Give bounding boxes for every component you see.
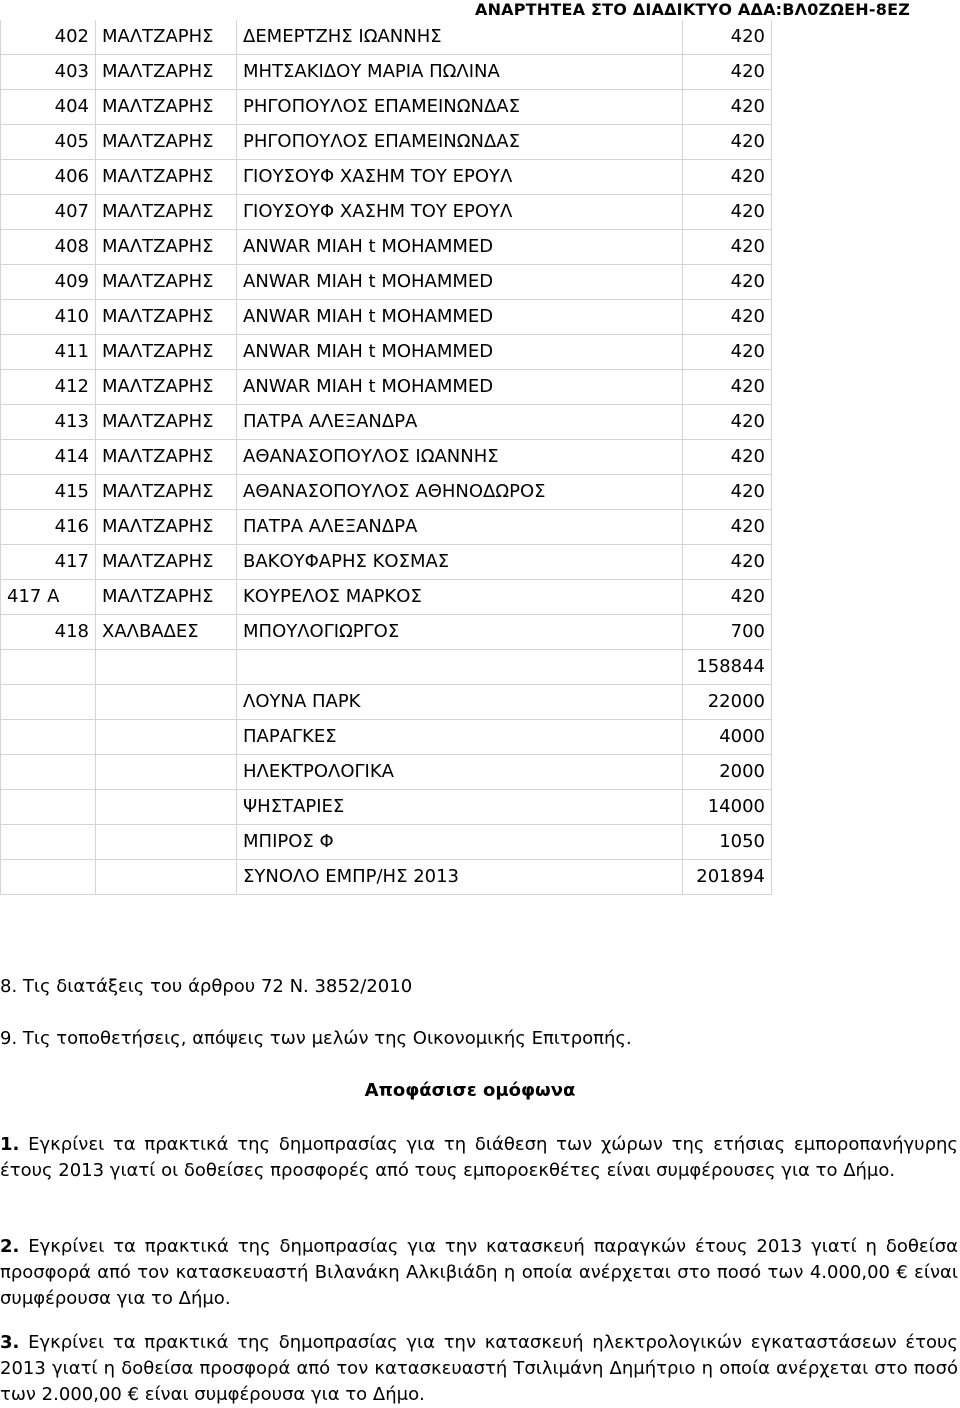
row-name-cell: ΒΑΚΟΥΦΑΡΗΣ ΚΟΣΜΑΣ (237, 545, 683, 580)
paragraph-number: 3. (0, 1332, 20, 1353)
page-header: ΑΝΑΡΤΗΤΕΑ ΣΤΟ ΔΙΑΔΙΚΤΥΟ ΑΔΑ:ΒΛ0ΖΩΕΗ-8ΕΖ (474, 0, 910, 19)
row-name-cell: ANWAR MIAH t MOHAMMED (237, 230, 683, 265)
row-name-cell: ΠΑΡΑΓΚΕΣ (237, 720, 683, 755)
row-amount-cell: 14000 (683, 790, 772, 825)
paragraph-2 (0, 1234, 958, 1312)
decision-heading: Αποφάσισε ομόφωνα (364, 1080, 576, 1101)
row-name-cell: ΛΟΥΝΑ ΠΑΡΚ (237, 685, 683, 720)
row-group-cell: ΜΑΛΤΖΑΡΗΣ (96, 580, 237, 615)
row-name-cell: ΜΗΤΣΑΚΙΔΟΥ ΜΑΡΙΑ ΠΩΛΙΝΑ (237, 55, 683, 90)
row-group-cell: ΜΑΛΤΖΑΡΗΣ (96, 195, 237, 230)
row-group-cell (96, 790, 237, 825)
paragraph-number: 1. (0, 1134, 20, 1155)
row-number-cell (1, 790, 96, 825)
row-amount-cell: 420 (683, 545, 772, 580)
row-name-cell: ΓΙΟΥΣΟΥΦ ΧΑΣΗΜ ΤΟΥ ΕΡΟΥΛ (237, 160, 683, 195)
row-name-cell: ANWAR MIAH t MOHAMMED (237, 300, 683, 335)
row-amount-cell: 420 (683, 90, 772, 125)
table-row (1, 685, 772, 720)
table-row (1, 510, 772, 545)
row-amount-cell: 700 (683, 615, 772, 650)
paragraph-1 (0, 1132, 958, 1184)
row-number-cell: 406 (1, 160, 96, 195)
row-number-cell: 407 (1, 195, 96, 230)
row-group-cell: ΜΑΛΤΖΑΡΗΣ (96, 405, 237, 440)
row-amount-cell: 420 (683, 265, 772, 300)
row-group-cell: ΜΑΛΤΖΑΡΗΣ (96, 265, 237, 300)
row-group-cell: ΜΑΛΤΖΑΡΗΣ (96, 125, 237, 160)
table-row (1, 720, 772, 755)
row-number-cell: 409 (1, 265, 96, 300)
row-number-cell (1, 755, 96, 790)
row-amount-cell: 22000 (683, 685, 772, 720)
row-group-cell: ΜΑΛΤΖΑΡΗΣ (96, 55, 237, 90)
table-row (1, 90, 772, 125)
table-row (1, 195, 772, 230)
row-number-cell (1, 860, 96, 895)
row-number-cell: 418 (1, 615, 96, 650)
paragraph-number: 2. (0, 1236, 20, 1257)
row-number-cell: 412 (1, 370, 96, 405)
row-group-cell: ΜΑΛΤΖΑΡΗΣ (96, 335, 237, 370)
row-name-cell: ΨΗΣΤΑΡΙΕΣ (237, 790, 683, 825)
table-row (1, 125, 772, 160)
row-group-cell: ΜΑΛΤΖΑΡΗΣ (96, 510, 237, 545)
table-row (1, 790, 772, 825)
row-number-cell: 413 (1, 405, 96, 440)
row-name-cell: ΠΑΤΡΑ ΑΛΕΞΑΝΔΡΑ (237, 510, 683, 545)
row-group-cell: ΜΑΛΤΖΑΡΗΣ (96, 160, 237, 195)
row-group-cell (96, 825, 237, 860)
row-group-cell: ΜΑΛΤΖΑΡΗΣ (96, 300, 237, 335)
row-name-cell: ΜΠΟΥΛΟΓΙΩΡΓΟΣ (237, 615, 683, 650)
row-number-cell: 402 (1, 20, 96, 55)
paragraph-3 (0, 1330, 958, 1408)
row-name-cell: ANWAR MIAH t MOHAMMED (237, 335, 683, 370)
table-row (1, 475, 772, 510)
row-amount-cell: 420 (683, 580, 772, 615)
row-number-cell: 404 (1, 90, 96, 125)
auction-table (0, 20, 772, 895)
row-group-cell: ΜΑΛΤΖΑΡΗΣ (96, 20, 237, 55)
table-row (1, 335, 772, 370)
row-number-cell: 415 (1, 475, 96, 510)
row-group-cell (96, 685, 237, 720)
row-amount-cell: 420 (683, 440, 772, 475)
paragraph-text: Εγκρίνει τα πρακτικά της δημοπρασίας για την κατασκευή ηλεκτρολογικών εγκαταστάσεων έτους 2013 γιατί η δοθείσα προσφορά από τον κατασκευαστή Τσιλιμάνη Δημήτριο η οποία ανέρχεται στο ποσό των 2.000,00 € είναι συμφέρουσα για το Δήμο. (0, 1332, 958, 1405)
row-name-cell: ΣΥΝΟΛΟ ΕΜΠΡ/ΗΣ 2013 (237, 860, 683, 895)
row-name-cell: ΔΕΜΕΡΤΖΗΣ ΙΩΑΝΝΗΣ (237, 20, 683, 55)
row-name-cell: ANWAR MIAH t MOHAMMED (237, 265, 683, 300)
row-amount-cell: 420 (683, 510, 772, 545)
row-amount-cell: 420 (683, 20, 772, 55)
row-number-cell: 411 (1, 335, 96, 370)
row-amount-cell: 420 (683, 160, 772, 195)
row-group-cell: ΜΑΛΤΖΑΡΗΣ (96, 370, 237, 405)
table-row (1, 20, 772, 55)
table-row (1, 55, 772, 90)
row-amount-cell: 420 (683, 55, 772, 90)
row-amount-cell: 420 (683, 195, 772, 230)
row-amount-cell: 420 (683, 475, 772, 510)
row-number-cell: 417 (1, 545, 96, 580)
table-row (1, 755, 772, 790)
row-amount-cell: 1050 (683, 825, 772, 860)
row-number-cell (1, 825, 96, 860)
row-amount-cell: 420 (683, 405, 772, 440)
row-group-cell: ΜΑΛΤΖΑΡΗΣ (96, 475, 237, 510)
row-amount-cell: 201894 (683, 860, 772, 895)
row-amount-cell: 2000 (683, 755, 772, 790)
row-group-cell: ΜΑΛΤΖΑΡΗΣ (96, 230, 237, 265)
table-row (1, 545, 772, 580)
row-name-cell (237, 650, 683, 685)
table-row (1, 650, 772, 685)
row-number-cell: 403 (1, 55, 96, 90)
item-8: 8. Τις διατάξεις του άρθρου 72 Ν. 3852/2010 (0, 976, 413, 997)
row-name-cell: ΠΑΤΡΑ ΑΛΕΞΑΝΔΡΑ (237, 405, 683, 440)
row-name-cell: ANWAR MIAH t MOHAMMED (237, 370, 683, 405)
table-row (1, 230, 772, 265)
row-amount-cell: 420 (683, 125, 772, 160)
row-name-cell: ΜΠΙΡΟΣ Φ (237, 825, 683, 860)
row-group-cell (96, 860, 237, 895)
row-amount-cell: 4000 (683, 720, 772, 755)
row-number-cell (1, 720, 96, 755)
table-row (1, 440, 772, 475)
row-group-cell (96, 650, 237, 685)
table-row (1, 160, 772, 195)
table-row (1, 615, 772, 650)
row-number-cell: 414 (1, 440, 96, 475)
row-number-cell: 408 (1, 230, 96, 265)
row-amount-cell: 420 (683, 335, 772, 370)
row-name-cell: ΗΛΕΚΤΡΟΛΟΓΙΚΑ (237, 755, 683, 790)
table-row (1, 860, 772, 895)
row-name-cell: ΡΗΓΟΠΟΥΛΟΣ ΕΠΑΜΕΙΝΩΝΔΑΣ (237, 90, 683, 125)
row-group-cell: ΜΑΛΤΖΑΡΗΣ (96, 440, 237, 475)
row-name-cell: ΑΘΑΝΑΣΟΠΟΥΛΟΣ ΑΘΗΝΟΔΩΡΟΣ (237, 475, 683, 510)
table-row (1, 370, 772, 405)
row-amount-cell: 420 (683, 370, 772, 405)
table-row (1, 300, 772, 335)
row-number-cell: 405 (1, 125, 96, 160)
paragraph-text: Εγκρίνει τα πρακτικά της δημοπρασίας για την κατασκευή παραγκών έτους 2013 γιατί η δοθείσα προσφορά από τον κατασκευαστή Βιλανάκη Αλκιβιάδη η οποία ανέρχεται στο ποσό των 4.000,00 € είναι συμφέρουσα για το Δήμο. (0, 1236, 958, 1309)
row-group-cell: ΜΑΛΤΖΑΡΗΣ (96, 545, 237, 580)
row-name-cell: ΡΗΓΟΠΟΥΛΟΣ ΕΠΑΜΕΙΝΩΝΔΑΣ (237, 125, 683, 160)
paragraph-text: Εγκρίνει τα πρακτικά της δημοπρασίας για τη διάθεση των χώρων της ετήσιας εμποροπανήγυρης έτους 2013 γιατί οι δοθείσες προσφορές από τους εμποροεκθέτες είναι συμφέρουσες για το Δήμο. (0, 1134, 958, 1181)
row-group-cell: ΜΑΛΤΖΑΡΗΣ (96, 90, 237, 125)
row-name-cell: ΚΟΥΡΕΛΟΣ ΜΑΡΚΟΣ (237, 580, 683, 615)
auction-table-body (1, 20, 772, 895)
row-number-cell (1, 650, 96, 685)
row-name-cell: ΓΙΟΥΣΟΥΦ ΧΑΣΗΜ ΤΟΥ ΕΡΟΥΛ (237, 195, 683, 230)
row-group-cell (96, 720, 237, 755)
table-row (1, 825, 772, 860)
row-number-cell: 416 (1, 510, 96, 545)
table-row (1, 265, 772, 300)
table-row (1, 405, 772, 440)
row-number-cell (1, 685, 96, 720)
row-group-cell: ΧΑΛΒΑΔΕΣ (96, 615, 237, 650)
row-name-cell: ΑΘΑΝΑΣΟΠΟΥΛΟΣ ΙΩΑΝΝΗΣ (237, 440, 683, 475)
row-number-cell: 417 Α (1, 580, 96, 615)
row-amount-cell: 158844 (683, 650, 772, 685)
row-amount-cell: 420 (683, 230, 772, 265)
item-9: 9. Τις τοποθετήσεις, απόψεις των μελών της Οικονομικής Επιτροπής. (0, 1028, 632, 1049)
row-number-cell: 410 (1, 300, 96, 335)
row-group-cell (96, 755, 237, 790)
table-row (1, 580, 772, 615)
row-amount-cell: 420 (683, 300, 772, 335)
